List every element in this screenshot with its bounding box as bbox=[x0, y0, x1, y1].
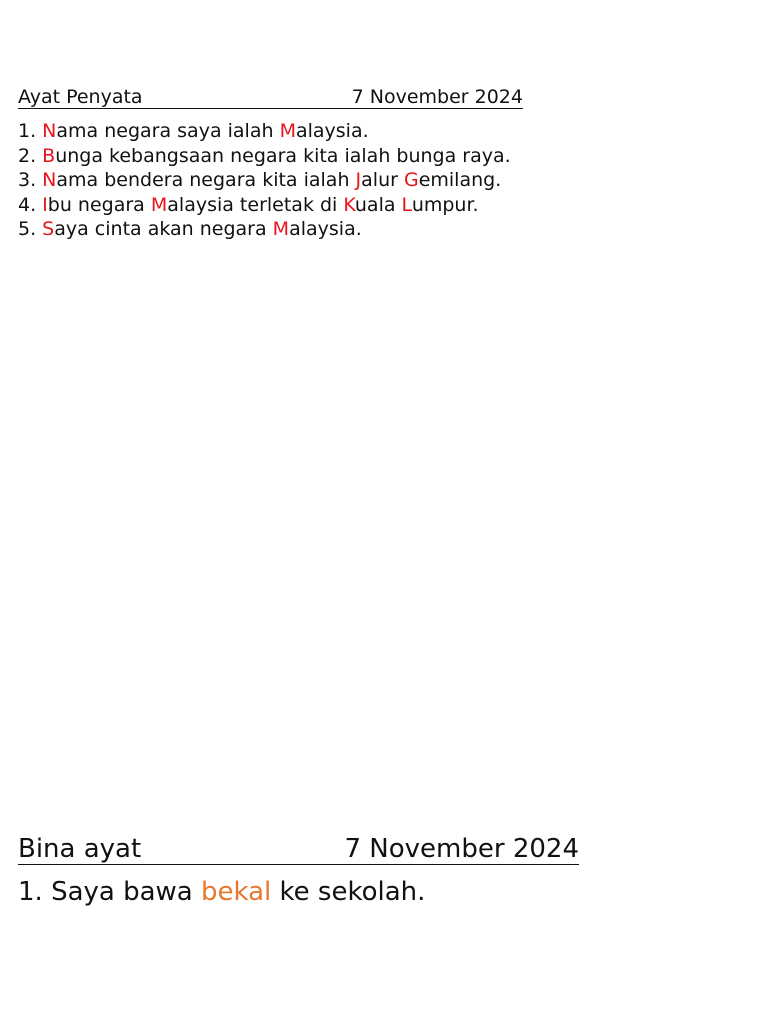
sentence-text: unga kebangsaan negara kita ialah bunga raya. bbox=[55, 144, 511, 167]
sentence-text: alaysia terletak di bbox=[167, 193, 344, 216]
sentence-number: 1. bbox=[18, 120, 43, 142]
sentence-text: bu negara bbox=[47, 193, 151, 216]
section1-sentence-list bbox=[18, 119, 511, 242]
section2-date: 7 November 2024 bbox=[344, 834, 579, 864]
sentence-text: ama negara saya ialah bbox=[56, 120, 280, 142]
capital-letter: I bbox=[42, 193, 48, 216]
sentence-text: alaysia. bbox=[295, 120, 369, 142]
section2-sentence-list bbox=[18, 875, 425, 909]
sentence-1 bbox=[18, 119, 511, 144]
capital-letter: B bbox=[42, 144, 56, 167]
sentence-number: 4. bbox=[18, 193, 43, 216]
capital-letter: K bbox=[343, 193, 355, 216]
highlighted-word: bekal bbox=[201, 877, 272, 907]
sentence-text: aya cinta akan negara bbox=[54, 218, 273, 241]
sentence-text: ke sekolah. bbox=[271, 877, 426, 907]
sentence-1 bbox=[18, 875, 425, 909]
capital-letter: J bbox=[355, 169, 362, 192]
sentence-text: Saya bawa bbox=[51, 877, 201, 907]
capital-letter: M bbox=[272, 218, 290, 241]
section1-date: 7 November 2024 bbox=[351, 86, 523, 108]
capital-letter: M bbox=[279, 120, 296, 142]
capital-letter: S bbox=[42, 218, 55, 241]
sentence-number: 3. bbox=[18, 169, 43, 192]
sentence-text: ama bendera negara kita ialah bbox=[56, 169, 356, 192]
section2-heading bbox=[18, 834, 579, 865]
sentence-3 bbox=[18, 168, 511, 193]
sentence-text: umpur. bbox=[411, 193, 479, 216]
sentence-4 bbox=[18, 193, 511, 218]
sentence-text: uala bbox=[354, 193, 402, 216]
capital-letter: G bbox=[403, 169, 419, 192]
sentence-text: alur bbox=[361, 169, 404, 192]
sentence-text: alaysia. bbox=[289, 218, 362, 241]
capital-letter: N bbox=[42, 120, 57, 142]
section2-title: Bina ayat bbox=[18, 834, 142, 864]
sentence-number: 1. bbox=[18, 877, 52, 907]
section1-title: Ayat Penyata bbox=[18, 86, 143, 108]
sentence-number: 5. bbox=[18, 218, 43, 241]
sentence-number: 2. bbox=[18, 144, 43, 167]
capital-letter: M bbox=[150, 193, 168, 216]
sentence-2 bbox=[18, 144, 511, 169]
capital-letter: N bbox=[42, 169, 57, 192]
sentence-5 bbox=[18, 217, 511, 242]
section1-heading bbox=[18, 86, 523, 109]
capital-letter: L bbox=[401, 193, 412, 216]
sentence-text: emilang. bbox=[418, 169, 502, 192]
